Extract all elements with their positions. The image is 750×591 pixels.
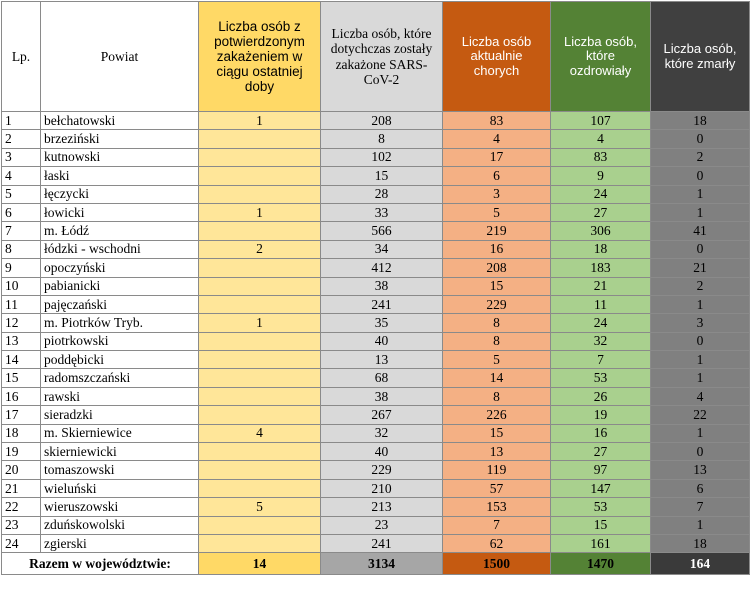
- row-deceased: 0: [651, 332, 750, 350]
- row-powiat: radomszczański: [41, 369, 199, 387]
- row-currently-sick: 14: [443, 369, 551, 387]
- table-body: [2, 112, 750, 553]
- row-deceased: 0: [651, 167, 750, 185]
- row-powiat: pajęczański: [41, 295, 199, 313]
- header-currently-sick: Liczba osób aktualnie chorych: [443, 2, 551, 112]
- table-row: [2, 240, 750, 258]
- row-new-cases: [199, 332, 321, 350]
- row-lp: 10: [2, 277, 41, 295]
- row-total-infected: 241: [321, 295, 443, 313]
- row-powiat: tomaszowski: [41, 461, 199, 479]
- row-powiat: łowicki: [41, 203, 199, 221]
- row-currently-sick: 16: [443, 240, 551, 258]
- row-powiat: skierniewicki: [41, 443, 199, 461]
- row-total-infected: 229: [321, 461, 443, 479]
- row-currently-sick: 17: [443, 148, 551, 166]
- row-total-infected: 68: [321, 369, 443, 387]
- row-new-cases: [199, 130, 321, 148]
- row-currently-sick: 208: [443, 259, 551, 277]
- row-recovered: 19: [551, 406, 651, 424]
- row-total-infected: 32: [321, 424, 443, 442]
- row-new-cases: [199, 222, 321, 240]
- table-row: [2, 498, 750, 516]
- row-deceased: 18: [651, 534, 750, 552]
- row-deceased: 1: [651, 424, 750, 442]
- row-total-infected: 38: [321, 277, 443, 295]
- row-recovered: 15: [551, 516, 651, 534]
- row-powiat: zduńskowolski: [41, 516, 199, 534]
- table-header: [2, 2, 750, 112]
- row-new-cases: [199, 277, 321, 295]
- row-total-infected: 566: [321, 222, 443, 240]
- row-recovered: 161: [551, 534, 651, 552]
- row-currently-sick: 62: [443, 534, 551, 552]
- row-new-cases: 2: [199, 240, 321, 258]
- table-row: [2, 387, 750, 405]
- header-powiat: Powiat: [41, 2, 199, 112]
- row-powiat: wieluński: [41, 479, 199, 497]
- row-recovered: 21: [551, 277, 651, 295]
- table-row: [2, 277, 750, 295]
- table-row: [2, 130, 750, 148]
- row-powiat: piotrkowski: [41, 332, 199, 350]
- row-lp: 9: [2, 259, 41, 277]
- row-lp: 4: [2, 167, 41, 185]
- row-recovered: 11: [551, 295, 651, 313]
- row-recovered: 18: [551, 240, 651, 258]
- row-deceased: 1: [651, 351, 750, 369]
- row-recovered: 27: [551, 203, 651, 221]
- row-powiat: m. Łódź: [41, 222, 199, 240]
- row-powiat: łódzki - wschodni: [41, 240, 199, 258]
- row-total-infected: 13: [321, 351, 443, 369]
- row-powiat: zgierski: [41, 534, 199, 552]
- row-lp: 5: [2, 185, 41, 203]
- row-currently-sick: 15: [443, 424, 551, 442]
- row-powiat: bełchatowski: [41, 112, 199, 130]
- row-new-cases: 4: [199, 424, 321, 442]
- row-recovered: 9: [551, 167, 651, 185]
- table-row: [2, 351, 750, 369]
- row-new-cases: [199, 406, 321, 424]
- row-total-infected: 412: [321, 259, 443, 277]
- row-new-cases: [199, 443, 321, 461]
- row-recovered: 32: [551, 332, 651, 350]
- totals-new-cases: 14: [199, 553, 321, 575]
- row-powiat: poddębicki: [41, 351, 199, 369]
- totals-total-infected: 3134: [321, 553, 443, 575]
- row-new-cases: 5: [199, 498, 321, 516]
- row-new-cases: [199, 479, 321, 497]
- row-lp: 17: [2, 406, 41, 424]
- row-new-cases: [199, 387, 321, 405]
- row-new-cases: [199, 369, 321, 387]
- row-total-infected: 34: [321, 240, 443, 258]
- row-currently-sick: 3: [443, 185, 551, 203]
- row-total-infected: 38: [321, 387, 443, 405]
- row-deceased: 1: [651, 185, 750, 203]
- row-lp: 14: [2, 351, 41, 369]
- row-currently-sick: 8: [443, 332, 551, 350]
- row-lp: 11: [2, 295, 41, 313]
- row-total-infected: 40: [321, 332, 443, 350]
- row-total-infected: 35: [321, 314, 443, 332]
- row-recovered: 26: [551, 387, 651, 405]
- row-currently-sick: 229: [443, 295, 551, 313]
- row-powiat: rawski: [41, 387, 199, 405]
- row-currently-sick: 8: [443, 387, 551, 405]
- row-recovered: 306: [551, 222, 651, 240]
- row-lp: 16: [2, 387, 41, 405]
- totals-currently-sick: 1500: [443, 553, 551, 575]
- table-row: [2, 203, 750, 221]
- row-total-infected: 8: [321, 130, 443, 148]
- row-currently-sick: 153: [443, 498, 551, 516]
- row-recovered: 16: [551, 424, 651, 442]
- row-lp: 15: [2, 369, 41, 387]
- row-total-infected: 23: [321, 516, 443, 534]
- row-powiat: kutnowski: [41, 148, 199, 166]
- row-total-infected: 40: [321, 443, 443, 461]
- row-currently-sick: 15: [443, 277, 551, 295]
- totals-recovered: 1470: [551, 553, 651, 575]
- table-row: [2, 516, 750, 534]
- row-lp: 22: [2, 498, 41, 516]
- row-currently-sick: 6: [443, 167, 551, 185]
- row-deceased: 1: [651, 203, 750, 221]
- row-total-infected: 213: [321, 498, 443, 516]
- row-deceased: 1: [651, 369, 750, 387]
- row-lp: 8: [2, 240, 41, 258]
- row-deceased: 6: [651, 479, 750, 497]
- row-recovered: 24: [551, 314, 651, 332]
- table-row: [2, 222, 750, 240]
- row-total-infected: 102: [321, 148, 443, 166]
- row-lp: 1: [2, 112, 41, 130]
- row-currently-sick: 119: [443, 461, 551, 479]
- header-recovered: Liczba osób, które ozdrowiały: [551, 2, 651, 112]
- table-row: [2, 424, 750, 442]
- row-deceased: 0: [651, 443, 750, 461]
- row-currently-sick: 4: [443, 130, 551, 148]
- table-row: [2, 369, 750, 387]
- row-currently-sick: 83: [443, 112, 551, 130]
- header-total-infected: Liczba osób, które dotychczas zostały zakażone SARS-CoV-2: [321, 2, 443, 112]
- row-currently-sick: 13: [443, 443, 551, 461]
- row-deceased: 13: [651, 461, 750, 479]
- row-deceased: 1: [651, 516, 750, 534]
- row-recovered: 7: [551, 351, 651, 369]
- table-row: [2, 406, 750, 424]
- row-deceased: 2: [651, 277, 750, 295]
- row-powiat: m. Piotrków Tryb.: [41, 314, 199, 332]
- row-deceased: 41: [651, 222, 750, 240]
- table-row: [2, 534, 750, 552]
- row-powiat: pabianicki: [41, 277, 199, 295]
- row-new-cases: [199, 259, 321, 277]
- row-lp: 13: [2, 332, 41, 350]
- row-total-infected: 267: [321, 406, 443, 424]
- row-total-infected: 33: [321, 203, 443, 221]
- table-row: [2, 185, 750, 203]
- row-new-cases: [199, 351, 321, 369]
- row-recovered: 53: [551, 498, 651, 516]
- totals-deceased: 164: [651, 553, 750, 575]
- row-deceased: 2: [651, 148, 750, 166]
- row-currently-sick: 57: [443, 479, 551, 497]
- row-recovered: 24: [551, 185, 651, 203]
- row-recovered: 147: [551, 479, 651, 497]
- row-deceased: 21: [651, 259, 750, 277]
- header-new-cases: Liczba osób z potwierdzonym zakażeniem w ciągu ostatniej doby: [199, 2, 321, 112]
- row-lp: 24: [2, 534, 41, 552]
- row-deceased: 1: [651, 295, 750, 313]
- row-lp: 19: [2, 443, 41, 461]
- row-powiat: sieradzki: [41, 406, 199, 424]
- table-row: [2, 461, 750, 479]
- row-lp: 20: [2, 461, 41, 479]
- table-row: [2, 148, 750, 166]
- row-lp: 23: [2, 516, 41, 534]
- row-deceased: 0: [651, 240, 750, 258]
- table-footer: [2, 553, 750, 575]
- row-lp: 6: [2, 203, 41, 221]
- row-currently-sick: 226: [443, 406, 551, 424]
- row-new-cases: [199, 185, 321, 203]
- totals-label: Razem w województwie:: [2, 553, 199, 575]
- header-lp: Lp.: [2, 2, 41, 112]
- row-new-cases: 1: [199, 112, 321, 130]
- row-powiat: łaski: [41, 167, 199, 185]
- table-row: [2, 167, 750, 185]
- row-recovered: 4: [551, 130, 651, 148]
- row-deceased: 4: [651, 387, 750, 405]
- row-total-infected: 208: [321, 112, 443, 130]
- row-new-cases: [199, 148, 321, 166]
- row-deceased: 0: [651, 130, 750, 148]
- row-powiat: opoczyński: [41, 259, 199, 277]
- row-deceased: 3: [651, 314, 750, 332]
- row-deceased: 7: [651, 498, 750, 516]
- table-row: [2, 259, 750, 277]
- row-total-infected: 28: [321, 185, 443, 203]
- row-lp: 12: [2, 314, 41, 332]
- row-recovered: 183: [551, 259, 651, 277]
- row-lp: 18: [2, 424, 41, 442]
- table-row: [2, 332, 750, 350]
- row-powiat: wieruszowski: [41, 498, 199, 516]
- row-currently-sick: 5: [443, 351, 551, 369]
- row-total-infected: 15: [321, 167, 443, 185]
- row-recovered: 53: [551, 369, 651, 387]
- row-recovered: 107: [551, 112, 651, 130]
- row-total-infected: 210: [321, 479, 443, 497]
- table-row: [2, 443, 750, 461]
- row-new-cases: [199, 461, 321, 479]
- row-recovered: 27: [551, 443, 651, 461]
- row-powiat: brzeziński: [41, 130, 199, 148]
- row-currently-sick: 7: [443, 516, 551, 534]
- totals-row: [2, 553, 750, 575]
- row-lp: 7: [2, 222, 41, 240]
- covid-powiat-table: [1, 1, 750, 575]
- row-new-cases: [199, 167, 321, 185]
- row-recovered: 83: [551, 148, 651, 166]
- header-deceased: Liczba osób, które zmarły: [651, 2, 750, 112]
- row-deceased: 18: [651, 112, 750, 130]
- table-row: [2, 314, 750, 332]
- table-row: [2, 479, 750, 497]
- row-currently-sick: 219: [443, 222, 551, 240]
- row-powiat: łęczycki: [41, 185, 199, 203]
- row-new-cases: [199, 295, 321, 313]
- table-row: [2, 112, 750, 130]
- row-new-cases: [199, 516, 321, 534]
- row-new-cases: [199, 534, 321, 552]
- row-currently-sick: 8: [443, 314, 551, 332]
- row-recovered: 97: [551, 461, 651, 479]
- row-currently-sick: 5: [443, 203, 551, 221]
- row-powiat: m. Skierniewice: [41, 424, 199, 442]
- row-total-infected: 241: [321, 534, 443, 552]
- row-new-cases: 1: [199, 314, 321, 332]
- row-lp: 21: [2, 479, 41, 497]
- row-lp: 3: [2, 148, 41, 166]
- row-lp: 2: [2, 130, 41, 148]
- table-row: [2, 295, 750, 313]
- row-deceased: 22: [651, 406, 750, 424]
- row-new-cases: 1: [199, 203, 321, 221]
